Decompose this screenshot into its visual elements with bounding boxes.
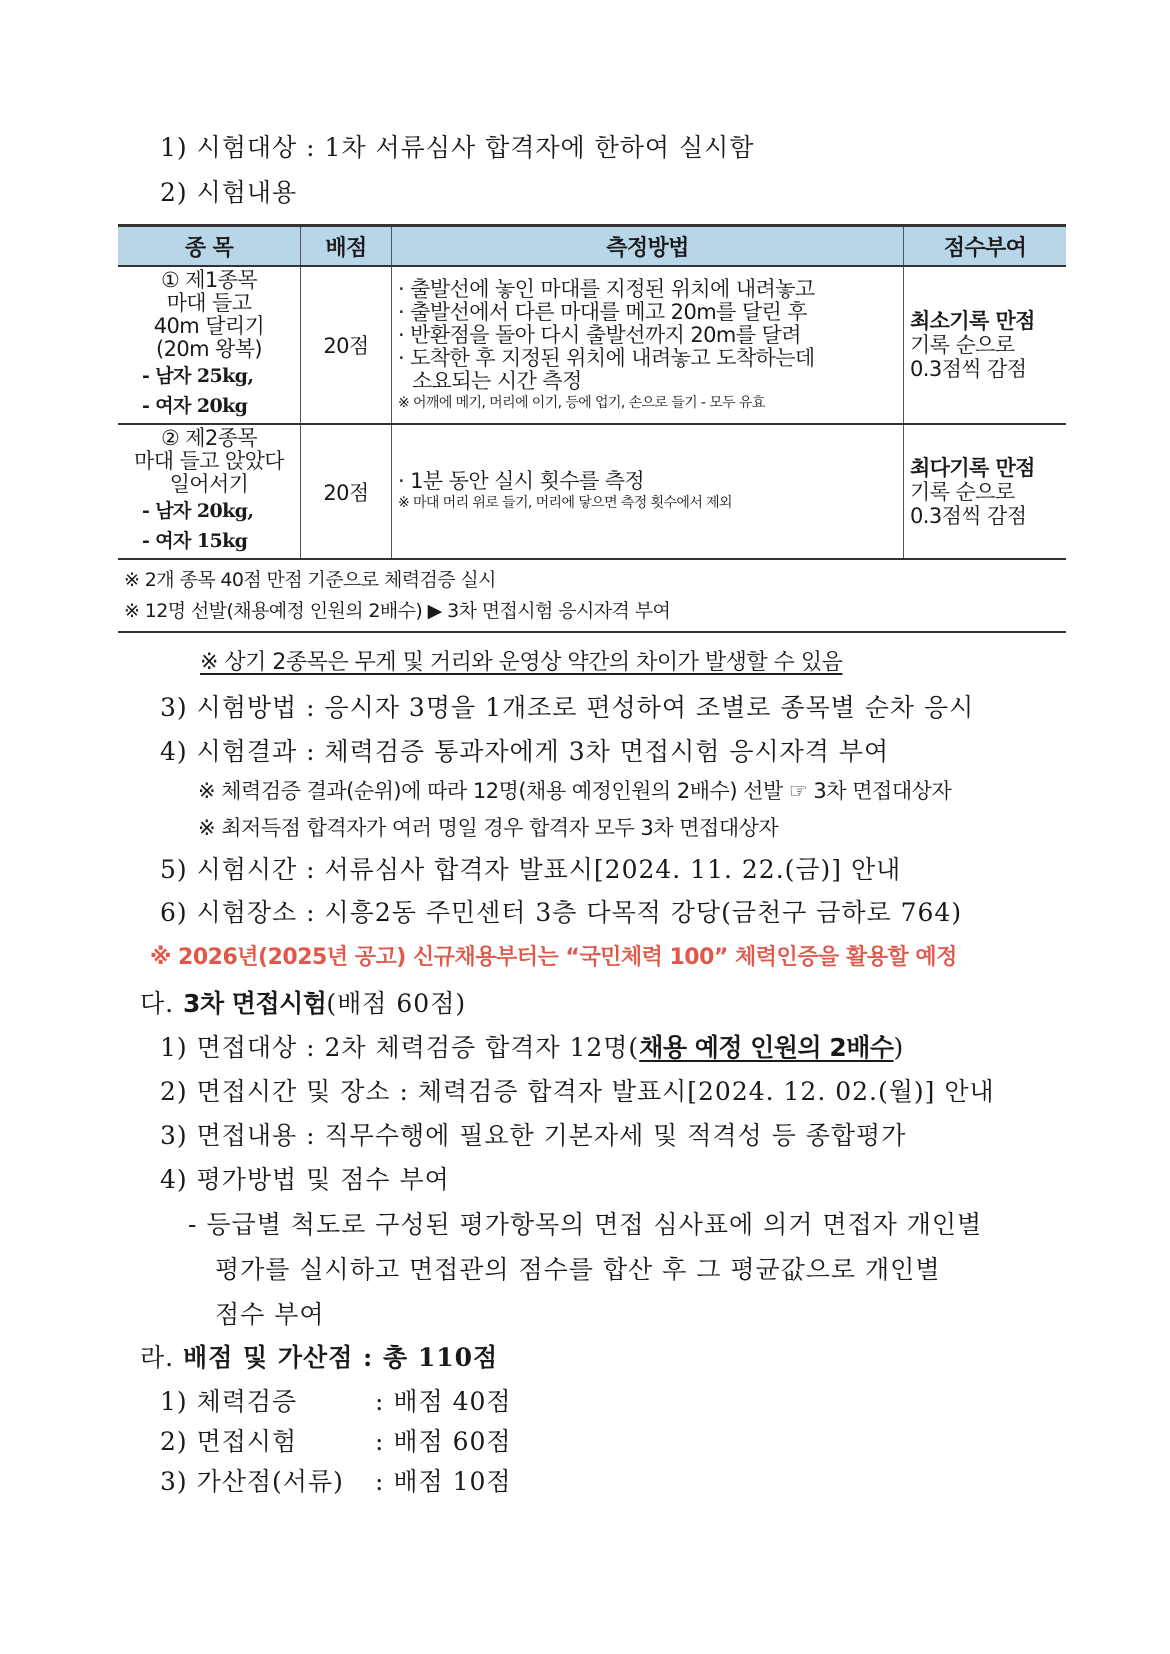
variance-note-text: ※ 상기 2종목은 무게 및 거리와 운영상 약간의 차이가 발생할 수 있음 xyxy=(200,650,843,675)
score-item-value: : 배점 60점 xyxy=(375,1427,512,1456)
exam-target-item: 1) 시험대상 : 1차 서류심사 합격자에 한하여 실시함 xyxy=(160,133,755,162)
section-ra-heading xyxy=(140,1338,498,1374)
score-cell: 20점 xyxy=(301,424,392,559)
red-notice: ※ 2026년(2025년 공고) 신규채용부터는 “국민체력 100” 체력인증을 활용할 예정 xyxy=(150,945,957,970)
interview-target-prefix: 1) 면접대상 : 2차 체력검증 합격자 12명( xyxy=(160,1033,640,1062)
event-line: 마대 들고 xyxy=(166,291,252,315)
award-line: 0.3점씩 감점 xyxy=(910,357,1027,381)
interview-target-emphasis: 채용 예정 인원의 2배수 xyxy=(639,1033,894,1062)
interview-method-detail: 점수 부여 xyxy=(215,1300,325,1329)
method-line: 소요되는 시간 측정 xyxy=(412,368,582,393)
score-item-value: : 배점 40점 xyxy=(375,1387,512,1416)
exam-result-item: 4) 시험결과 : 체력검증 통과자에게 3차 면접시험 응시자격 부여 xyxy=(160,737,890,766)
score-item xyxy=(160,1422,512,1458)
score-cell: 20점 xyxy=(301,266,392,424)
event-line: ① 제1종목 xyxy=(160,268,258,292)
score-item-label: 1) 체력검증 xyxy=(160,1387,298,1416)
table-row xyxy=(118,266,1066,424)
exam-time-item: 5) 시험시간 : 서류심사 합격자 발표시[2024. 11. 22.(금)] 안내 xyxy=(160,855,902,884)
award-line: 기록 순으로 xyxy=(910,479,1015,504)
weight-male: - 남자 25kg, xyxy=(142,365,254,387)
variance-note xyxy=(200,645,842,676)
table-footnotes xyxy=(118,565,1066,633)
interview-target-item xyxy=(160,1028,904,1064)
score-item-label: 3) 가산점(서류) xyxy=(160,1467,344,1496)
interview-time-item: 2) 면접시간 및 장소 : 체력검증 합격자 발표시[2024. 12. 02.(월)] 안내 xyxy=(160,1077,995,1106)
table-row xyxy=(118,424,1066,559)
award-title: 최다기록 만점 xyxy=(910,455,1035,480)
method-note: ※ 마대 머리 위로 들기, 머리에 닿으면 측정 횟수에서 제외 xyxy=(398,495,732,511)
exam-method-item: 3) 시험방법 : 응시자 3명을 1개조로 편성하여 조별로 종목별 순차 응시 xyxy=(160,693,975,722)
interview-method-item: 4) 평가방법 및 점수 부여 xyxy=(160,1165,450,1194)
exam-place-item: 6) 시험장소 : 시흥2동 주민센터 3층 다목적 강당(금천구 금하로 764) xyxy=(160,898,963,927)
header-event: 종 목 xyxy=(118,226,301,267)
result-note-1: ※ 체력검증 결과(순위)에 따라 12명(채용 예정인원의 2배수) 선발 ☞ 3차 면접대상자 xyxy=(198,779,952,803)
award-cell xyxy=(904,424,1067,559)
award-cell xyxy=(904,266,1067,424)
exam-content-item: 2) 시험내용 xyxy=(160,178,298,207)
section-da-prefix: 다. xyxy=(140,989,184,1018)
table-header-row xyxy=(118,226,1066,267)
section-ra-title: 배점 및 가산점 : 총 110점 xyxy=(183,1343,499,1372)
event-cell xyxy=(118,424,301,559)
event-line: 일어서기 xyxy=(169,472,249,496)
method-line: · 출발선에 놓인 마대를 지정된 위치에 내려놓고 xyxy=(398,276,815,301)
result-note-2: ※ 최저득점 합격자가 여러 명일 경우 합격자 모두 3차 면접대상자 xyxy=(198,816,779,840)
score-item-value: : 배점 10점 xyxy=(375,1467,512,1496)
interview-target-suffix: ) xyxy=(893,1033,905,1062)
method-line: · 반환점을 돌아 다시 출발선까지 20m를 달려 xyxy=(398,322,801,347)
score-item xyxy=(160,1462,512,1498)
method-line: · 도착한 후 지정된 위치에 내려놓고 도착하는데 xyxy=(398,345,815,370)
section-da-heading xyxy=(140,984,466,1020)
method-cell xyxy=(392,266,904,424)
footnote: ※ 12명 선발(채용예정 인원의 2배수) ▶ 3차 면접시험 응시자격 부여 xyxy=(124,600,671,622)
header-award: 점수부여 xyxy=(904,226,1067,267)
section-da-title: 3차 면접시험 xyxy=(183,989,327,1018)
award-line: 0.3점씩 감점 xyxy=(910,503,1027,528)
footnote: ※ 2개 종목 40점 만점 기준으로 체력검증 실시 xyxy=(124,569,496,591)
event-line: (20m 왕복) xyxy=(155,337,262,361)
method-cell xyxy=(392,424,904,559)
method-note: ※ 어깨에 메기, 머리에 이기, 등에 업기, 손으로 들기 - 모두 유효 xyxy=(398,394,765,411)
event-line: ② 제2종목 xyxy=(160,426,258,450)
weight-female: - 여자 15kg xyxy=(142,530,248,552)
event-cell xyxy=(118,266,301,424)
award-line: 기록 순으로 xyxy=(910,333,1015,357)
interview-method-detail: 평가를 실시하고 면접관의 점수를 합산 후 그 평균값으로 개인별 xyxy=(215,1255,941,1284)
event-line: 마대 들고 앉았다 xyxy=(134,449,284,473)
interview-method-detail: - 등급별 척도로 구성된 평가항목의 면접 심사표에 의거 면접자 개인별 xyxy=(188,1210,983,1239)
method-line: · 출발선에서 다른 마대를 메고 20m를 달린 후 xyxy=(398,299,807,324)
interview-content-item: 3) 면접내용 : 직무수행에 필요한 기본자세 및 적격성 등 종합평가 xyxy=(160,1121,907,1150)
weight-male: - 남자 20kg, xyxy=(142,500,254,522)
section-da-suffix: (배점 60점) xyxy=(326,989,467,1018)
section-ra-prefix: 라. xyxy=(140,1343,184,1372)
header-method: 측정방법 xyxy=(392,226,904,267)
method-line: · 1분 동안 실시 횟수를 측정 xyxy=(398,469,645,493)
fitness-test-table xyxy=(118,224,1066,560)
award-title: 최소기록 만점 xyxy=(910,309,1035,333)
score-item-label: 2) 면접시험 xyxy=(160,1427,298,1456)
weight-female: - 여자 20kg xyxy=(142,395,248,417)
event-line: 40m 달리기 xyxy=(153,314,265,338)
score-item xyxy=(160,1382,512,1418)
header-score: 배점 xyxy=(301,226,392,267)
